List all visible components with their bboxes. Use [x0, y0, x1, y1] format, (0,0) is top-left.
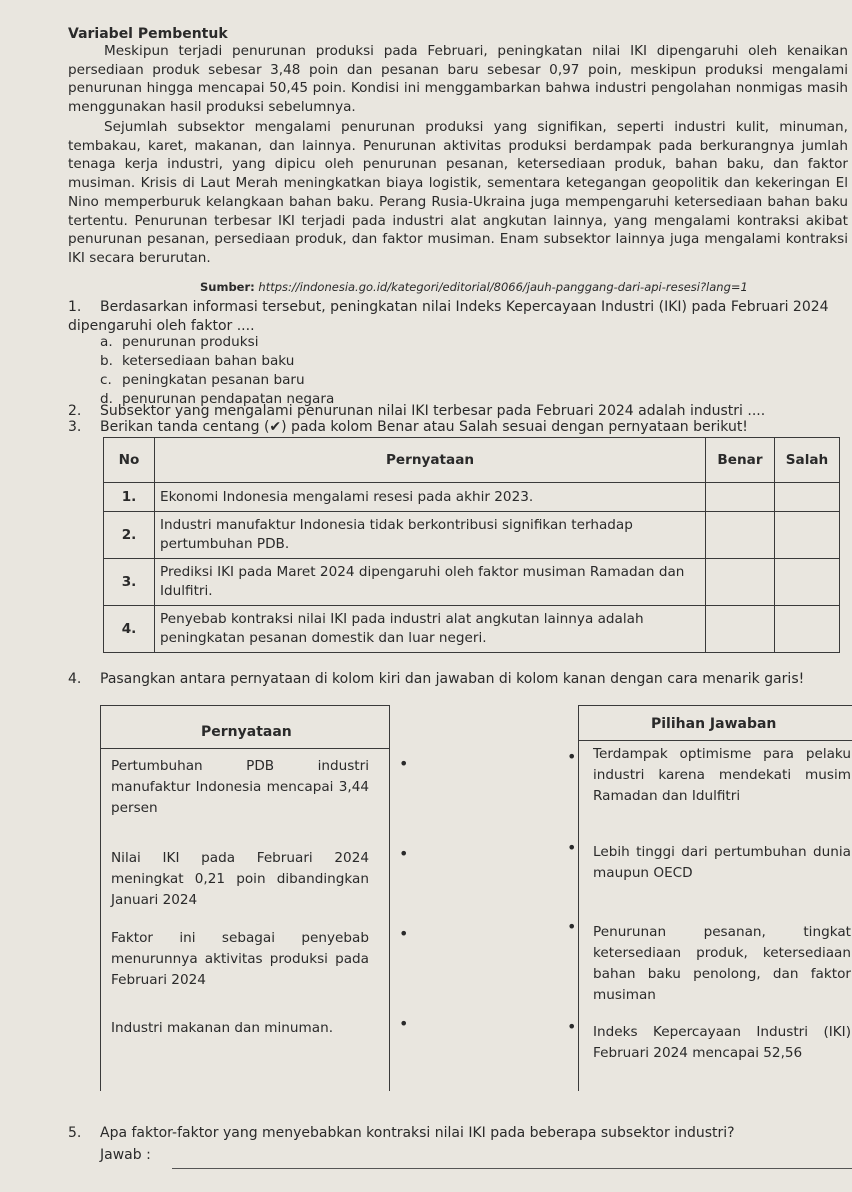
- statement-column-header: Pernyataan: [201, 724, 292, 740]
- table-row: [104, 483, 840, 512]
- answer-item-1: Terdampak optimisme para pelaku industri karena mendekati musim Ramadan dan Idulfitri: [593, 746, 851, 804]
- question-1-text: Berdasarkan informasi tersebut, peningkatan nilai Indeks Kepercayaan Industri (IKI) pada Februari 2024 dipengaruhi oleh faktor ....: [68, 299, 829, 334]
- option-letter: a.: [100, 334, 113, 350]
- left-connector-dot-2[interactable]: •: [399, 844, 409, 863]
- row-number: 3.: [104, 559, 155, 606]
- statement-item-1: Pertumbuhan PDB industri manufaktur Indonesia mencapai 3,44 persen: [111, 758, 369, 816]
- false-checkbox-cell[interactable]: [775, 559, 840, 606]
- right-connector-dot-1[interactable]: •: [567, 747, 577, 766]
- table-header-row: [104, 438, 840, 483]
- question-1-number: 1.: [68, 299, 82, 315]
- row-statement: Ekonomi Indonesia mengalami resesi pada akhir 2023.: [155, 483, 706, 512]
- question-2-text: Subsektor yang mengalami penurunan nilai IKI terbesar pada Februari 2024 adalah industri ....: [100, 403, 766, 419]
- left-connector-dot-3[interactable]: •: [399, 924, 409, 943]
- source-citation: [200, 280, 848, 294]
- true-false-table: [103, 437, 840, 653]
- question-4: [68, 670, 852, 689]
- question-2-number: 2.: [68, 403, 82, 419]
- option-letter: d.: [100, 391, 113, 407]
- question-5-number: 5.: [68, 1125, 82, 1141]
- paragraph-2-text: Sejumlah subsektor mengalami penurunan produksi yang signifikan, seperti industri kulit, minuman, tembakau, karet, makanan, dan lainnya. Penurunan aktivitas produksi berdampak pada berkurangnya jumlah tenaga kerja industri, yang dipicu oleh penurunan pesanan, ketersediaan produk, bahan baku, dan faktor musiman. Krisis di Laut Merah meningkatkan biaya logistik, sementara ketegangan geopolitik dan kekeringan El Nino memperburuk kelangkaan bahan baku. Perang Rusia-Ukraina juga mempengaruhi ketersediaan bahan baku tertentu. Penurunan terbesar IKI terjadi pada industri alat angkutan lainnya, yang mengalami kontraksi akibat penurunan pesanan, persediaan produk, dan faktor musiman. Enam subsektor lainnya juga mengalami kontraksi IKI secara berurutan.: [68, 119, 848, 266]
- row-statement: Penyebab kontraksi nilai IKI pada industri alat angkutan lainnya adalah peningkatan pesanan domestik dan luar negeri.: [155, 606, 706, 653]
- answer-item-2: Lebih tinggi dari pertumbuhan dunia maupun OECD: [593, 844, 851, 881]
- answer-input-line[interactable]: [172, 1168, 852, 1169]
- right-connector-dot-4[interactable]: •: [567, 1017, 577, 1036]
- statement-column: [100, 705, 390, 1091]
- table-row: [104, 606, 840, 653]
- source-label: Sumber:: [200, 280, 255, 294]
- header-statement: Pernyataan: [155, 438, 706, 483]
- header-divider: [101, 748, 389, 749]
- statement-item-2: Nilai IKI pada Februari 2024 meningkat 0,21 poin dibandingkan Januari 2024: [111, 850, 369, 908]
- false-checkbox-cell[interactable]: [775, 483, 840, 512]
- table-row: [104, 512, 840, 559]
- paragraph-1: [68, 42, 848, 117]
- source-url: https://indonesia.go.id/kategori/editorial/8066/jauh-panggang-dari-api-resesi?lang=1: [258, 280, 748, 294]
- row-statement: Industri manufaktur Indonesia tidak berkontribusi signifikan terhadap pertumbuhan PDB.: [155, 512, 706, 559]
- header-true: Benar: [706, 438, 775, 483]
- true-checkbox-cell[interactable]: [706, 559, 775, 606]
- header-divider: [579, 740, 852, 741]
- option-letter: b.: [100, 353, 113, 369]
- false-checkbox-cell[interactable]: [775, 606, 840, 653]
- left-connector-dot-4[interactable]: •: [399, 1014, 409, 1033]
- question-5: [68, 1124, 852, 1143]
- question-3-text: Berikan tanda centang (✔) pada kolom Benar atau Salah sesuai dengan pernyataan berikut!: [100, 419, 748, 435]
- question-3: [68, 418, 852, 437]
- header-no: No: [104, 438, 155, 483]
- option-text: penurunan pendapatan negara: [122, 391, 335, 407]
- question-5-text: Apa faktor-faktor yang menyebabkan kontraksi nilai IKI pada beberapa subsektor industri?: [100, 1125, 735, 1141]
- q1-option-a[interactable]: [100, 334, 259, 350]
- q1-option-c[interactable]: [100, 372, 305, 388]
- option-text: ketersediaan bahan baku: [122, 353, 295, 369]
- row-number: 2.: [104, 512, 155, 559]
- option-letter: c.: [100, 372, 112, 388]
- true-checkbox-cell[interactable]: [706, 606, 775, 653]
- q1-option-b[interactable]: [100, 353, 294, 369]
- answer-item-4: Indeks Kepercayaan Industri (IKI) Februari 2024 mencapai 52,56: [593, 1024, 851, 1061]
- statement-item-3: Faktor ini sebagai penyebab menurunnya aktivitas produksi pada Februari 2024: [111, 930, 369, 988]
- row-number: 1.: [104, 483, 155, 512]
- table-row: [104, 559, 840, 606]
- true-checkbox-cell[interactable]: [706, 512, 775, 559]
- row-statement: Prediksi IKI pada Maret 2024 dipengaruhi oleh faktor musiman Ramadan dan Idulfitri.: [155, 559, 706, 606]
- option-text: penurunan produksi: [122, 334, 259, 350]
- statement-item-4: Industri makanan dan minuman.: [111, 1020, 334, 1036]
- question-4-number: 4.: [68, 671, 82, 687]
- question-3-number: 3.: [68, 419, 82, 435]
- section-heading: Variabel Pembentuk: [68, 26, 228, 42]
- right-connector-dot-3[interactable]: •: [567, 917, 577, 936]
- header-false: Salah: [775, 438, 840, 483]
- option-text: peningkatan pesanan baru: [122, 372, 305, 388]
- false-checkbox-cell[interactable]: [775, 512, 840, 559]
- right-connector-dot-2[interactable]: •: [567, 838, 577, 857]
- row-number: 4.: [104, 606, 155, 653]
- true-checkbox-cell[interactable]: [706, 483, 775, 512]
- question-4-text: Pasangkan antara pernyataan di kolom kiri dan jawaban di kolom kanan dengan cara menarik garis!: [100, 671, 805, 687]
- answer-label: Jawab :: [100, 1147, 151, 1163]
- answer-column: [578, 705, 852, 1091]
- paragraph-1-text: Meskipun terjadi penurunan produksi pada Februari, peningkatan nilai IKI dipengaruhi oleh kenaikan persediaan produk sebesar 3,48 poin dan pesanan baru sebesar 0,97 poin, meskipun produksi mengalami penurunan hingga mencapai 50,45 poin. Kondisi ini menggambarkan bahwa industri pengolahan nonmigas masih menggunakan hasil produksi sebelumnya.: [68, 43, 848, 116]
- answer-column-header: Pilihan Jawaban: [651, 716, 777, 732]
- left-connector-dot-1[interactable]: •: [399, 754, 409, 773]
- paragraph-2: [68, 118, 848, 268]
- answer-item-3: Penurunan pesanan, tingkat ketersediaan produk, ketersediaan bahan baku penolong, dan faktor musiman: [593, 924, 851, 1003]
- question-1: [68, 298, 848, 336]
